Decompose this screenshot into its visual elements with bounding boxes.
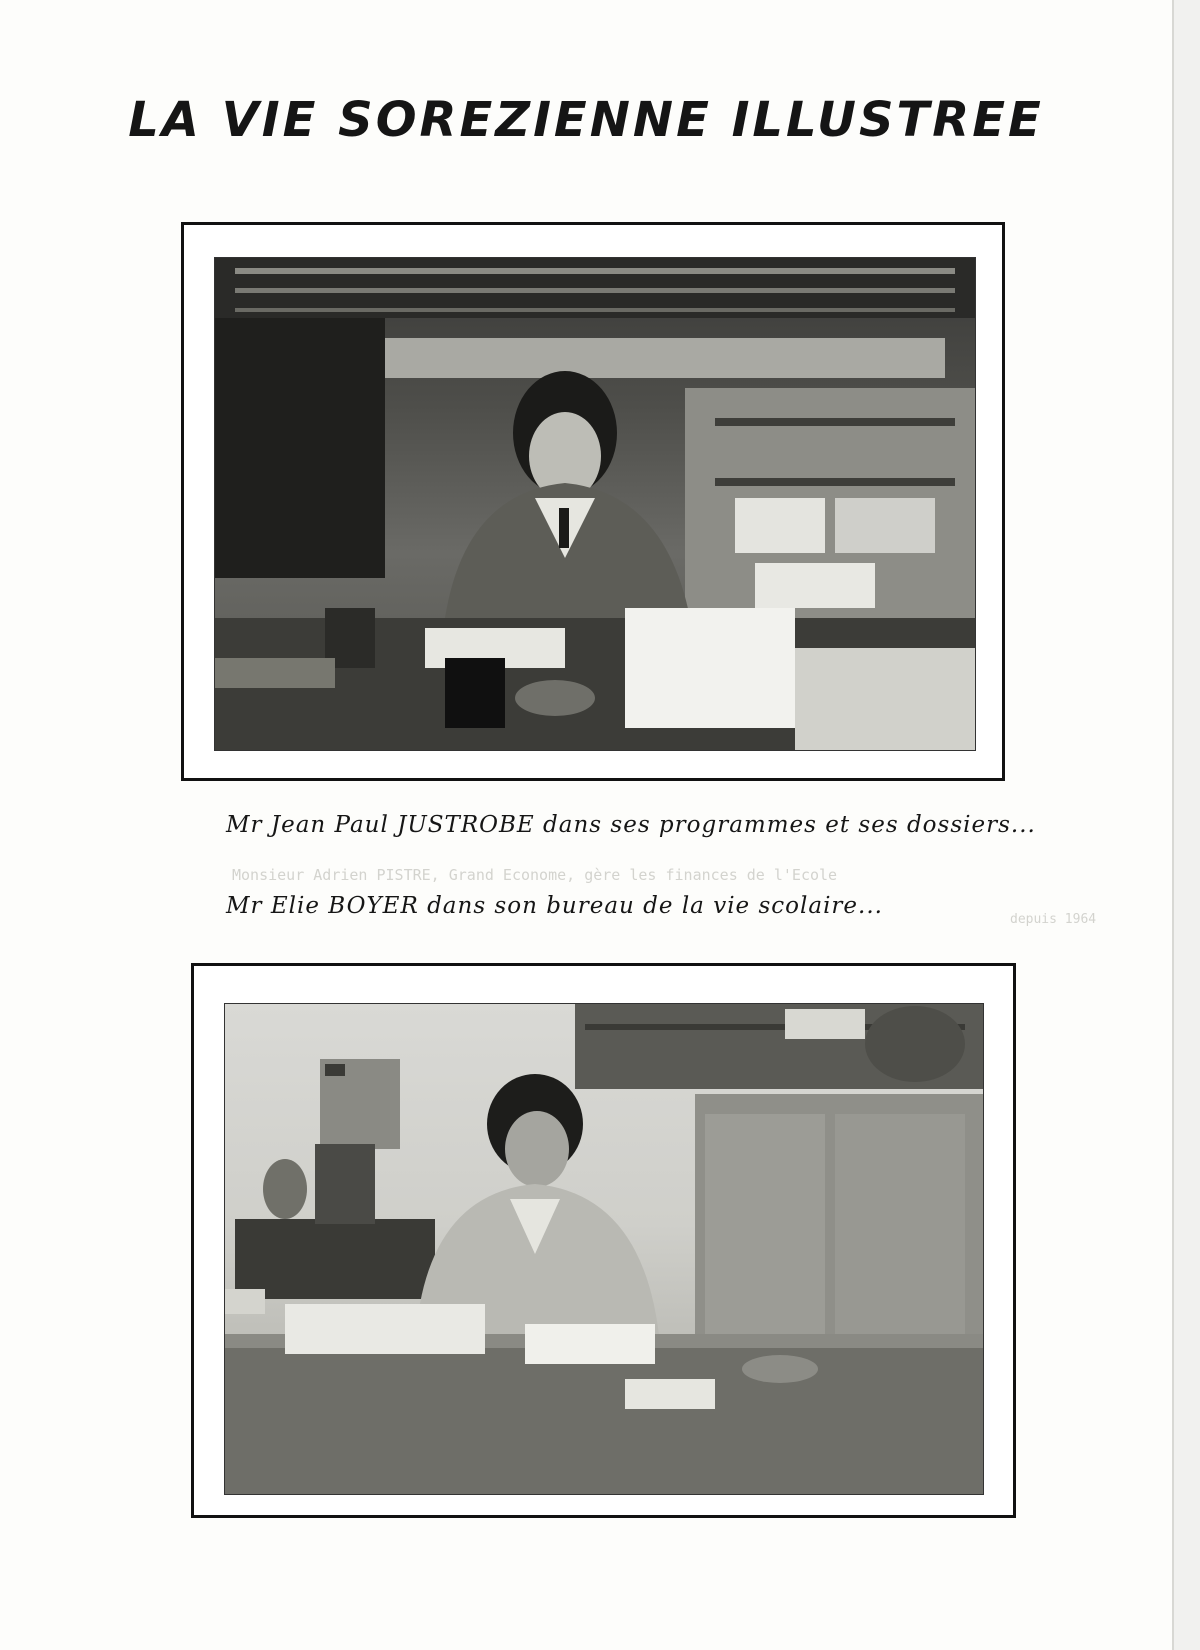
page-title: LA VIE SOREZIENNE ILLUSTREE	[128, 92, 1044, 148]
photo-justrobe-at-desk	[214, 257, 976, 751]
office-scene-illustration	[225, 1004, 983, 1494]
bleed-through-text-2: depuis 1964	[1010, 912, 1097, 927]
photo-frame-justrobe	[181, 222, 1005, 781]
photo-caption-justrobe: Mr Jean Paul JUSTROBE dans ses programmes et ses dossiers...	[226, 812, 1036, 838]
photo-boyer-in-office	[224, 1003, 984, 1495]
photo-frame-boyer	[191, 963, 1016, 1518]
office-scene-illustration	[215, 258, 975, 750]
bleed-through-text-1: Monsieur Adrien PISTRE, Grand Econome, gère les finances de l'Ecole	[232, 866, 838, 884]
photo-caption-boyer: Mr Elie BOYER dans son bureau de la vie scolaire...	[226, 893, 883, 919]
